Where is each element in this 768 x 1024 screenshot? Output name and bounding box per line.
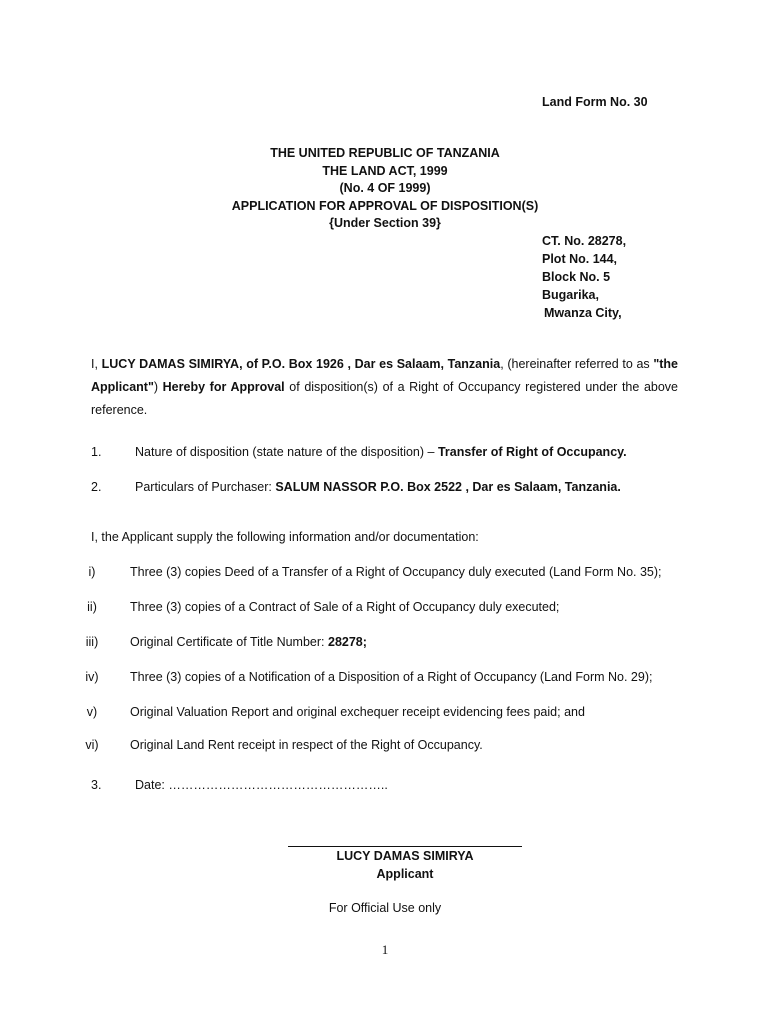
item-label: Particulars of Purchaser:	[135, 480, 276, 494]
document-text: Three (3) copies of a Notification of a Disposition of a Right of Occupancy (Land Form No. 29);	[130, 670, 653, 684]
form-number: Land Form No. 30	[542, 95, 648, 109]
title-number: 28278;	[328, 635, 367, 649]
intro-paragraph	[91, 353, 678, 422]
document-text: Three (3) copies of a Contract of Sale of a Right of Occupancy duly executed;	[130, 600, 560, 614]
title-line-act-number: (No. 4 OF 1999)	[339, 181, 431, 195]
document-item	[130, 705, 585, 719]
item-value: SALUM NASSOR P.O. Box 2522 , Dar es Salaam, Tanzania.	[275, 480, 621, 494]
property-reference	[542, 232, 626, 322]
document-text: Original Land Rent receipt in respect of the Right of Occupancy.	[130, 738, 483, 752]
hereby-approval: Hereby for Approval	[162, 380, 285, 394]
title-line-section: {Under Section 39}	[329, 216, 441, 230]
title-line-application: APPLICATION FOR APPROVAL OF DISPOSITION(S)	[231, 198, 539, 213]
document-number: vi)	[85, 738, 99, 752]
document-title	[200, 145, 570, 233]
disposition-nature	[135, 445, 627, 459]
ct-number: CT. No. 28278,	[542, 234, 627, 248]
purchaser-particulars	[135, 480, 621, 494]
plot-number: Plot No. 144,	[542, 252, 618, 266]
document-item	[130, 635, 367, 649]
intro-text-2: , (hereinafter referred to as	[500, 357, 654, 371]
item-label: Nature of disposition (state nature of the disposition) –	[135, 445, 438, 459]
intro-text-3: )	[153, 380, 163, 394]
document-number: iii)	[85, 635, 99, 649]
signature-block	[290, 847, 520, 883]
page-number: 1	[381, 942, 389, 957]
date-field: Date: ……………………………………………..	[135, 778, 388, 792]
document-item	[130, 670, 652, 684]
city-name: Mwanza City,	[544, 306, 622, 320]
signatory-name: LUCY DAMAS SIMIRYA	[336, 849, 474, 863]
document-text: Original Valuation Report and original exchequer receipt evidencing fees paid; and	[130, 705, 585, 719]
document-number: i)	[88, 565, 96, 579]
supply-statement: I, the Applicant supply the following information and/or documentation:	[91, 530, 479, 544]
date-number: 3.	[91, 778, 102, 792]
official-use-label: For Official Use only	[328, 901, 442, 915]
applicant-details: LUCY DAMAS SIMIRYA, of P.O. Box 1926 , Dar es Salaam, Tanzania	[101, 357, 501, 371]
title-line-act: THE LAND ACT, 1999	[322, 163, 448, 178]
document-item	[130, 738, 483, 752]
signatory-role: Applicant	[376, 867, 434, 881]
area-name: Bugarika,	[542, 288, 599, 302]
item-number: 2.	[91, 480, 102, 494]
item-value: Transfer of Right of Occupancy.	[437, 445, 627, 459]
document-text: Original Certificate of Title Number:	[130, 635, 328, 649]
document-item	[130, 565, 662, 579]
document-number: iv)	[85, 670, 99, 684]
applicant-term: "the Applicant"	[91, 357, 679, 394]
intro-text-1: I,	[91, 357, 102, 371]
document-item	[130, 600, 559, 614]
document-number: ii)	[87, 600, 97, 614]
document-number: v)	[86, 705, 98, 719]
document-text: Three (3) copies Deed of a Transfer of a Right of Occupancy duly executed (Land Form No. 35);	[130, 565, 662, 579]
item-number: 1.	[91, 445, 102, 459]
intro-text-4: of disposition(s) of a Right of Occupancy registered under the above reference.	[91, 380, 678, 417]
block-number: Block No. 5	[542, 270, 611, 284]
title-line-republic: THE UNITED REPUBLIC OF TANZANIA	[270, 146, 500, 160]
